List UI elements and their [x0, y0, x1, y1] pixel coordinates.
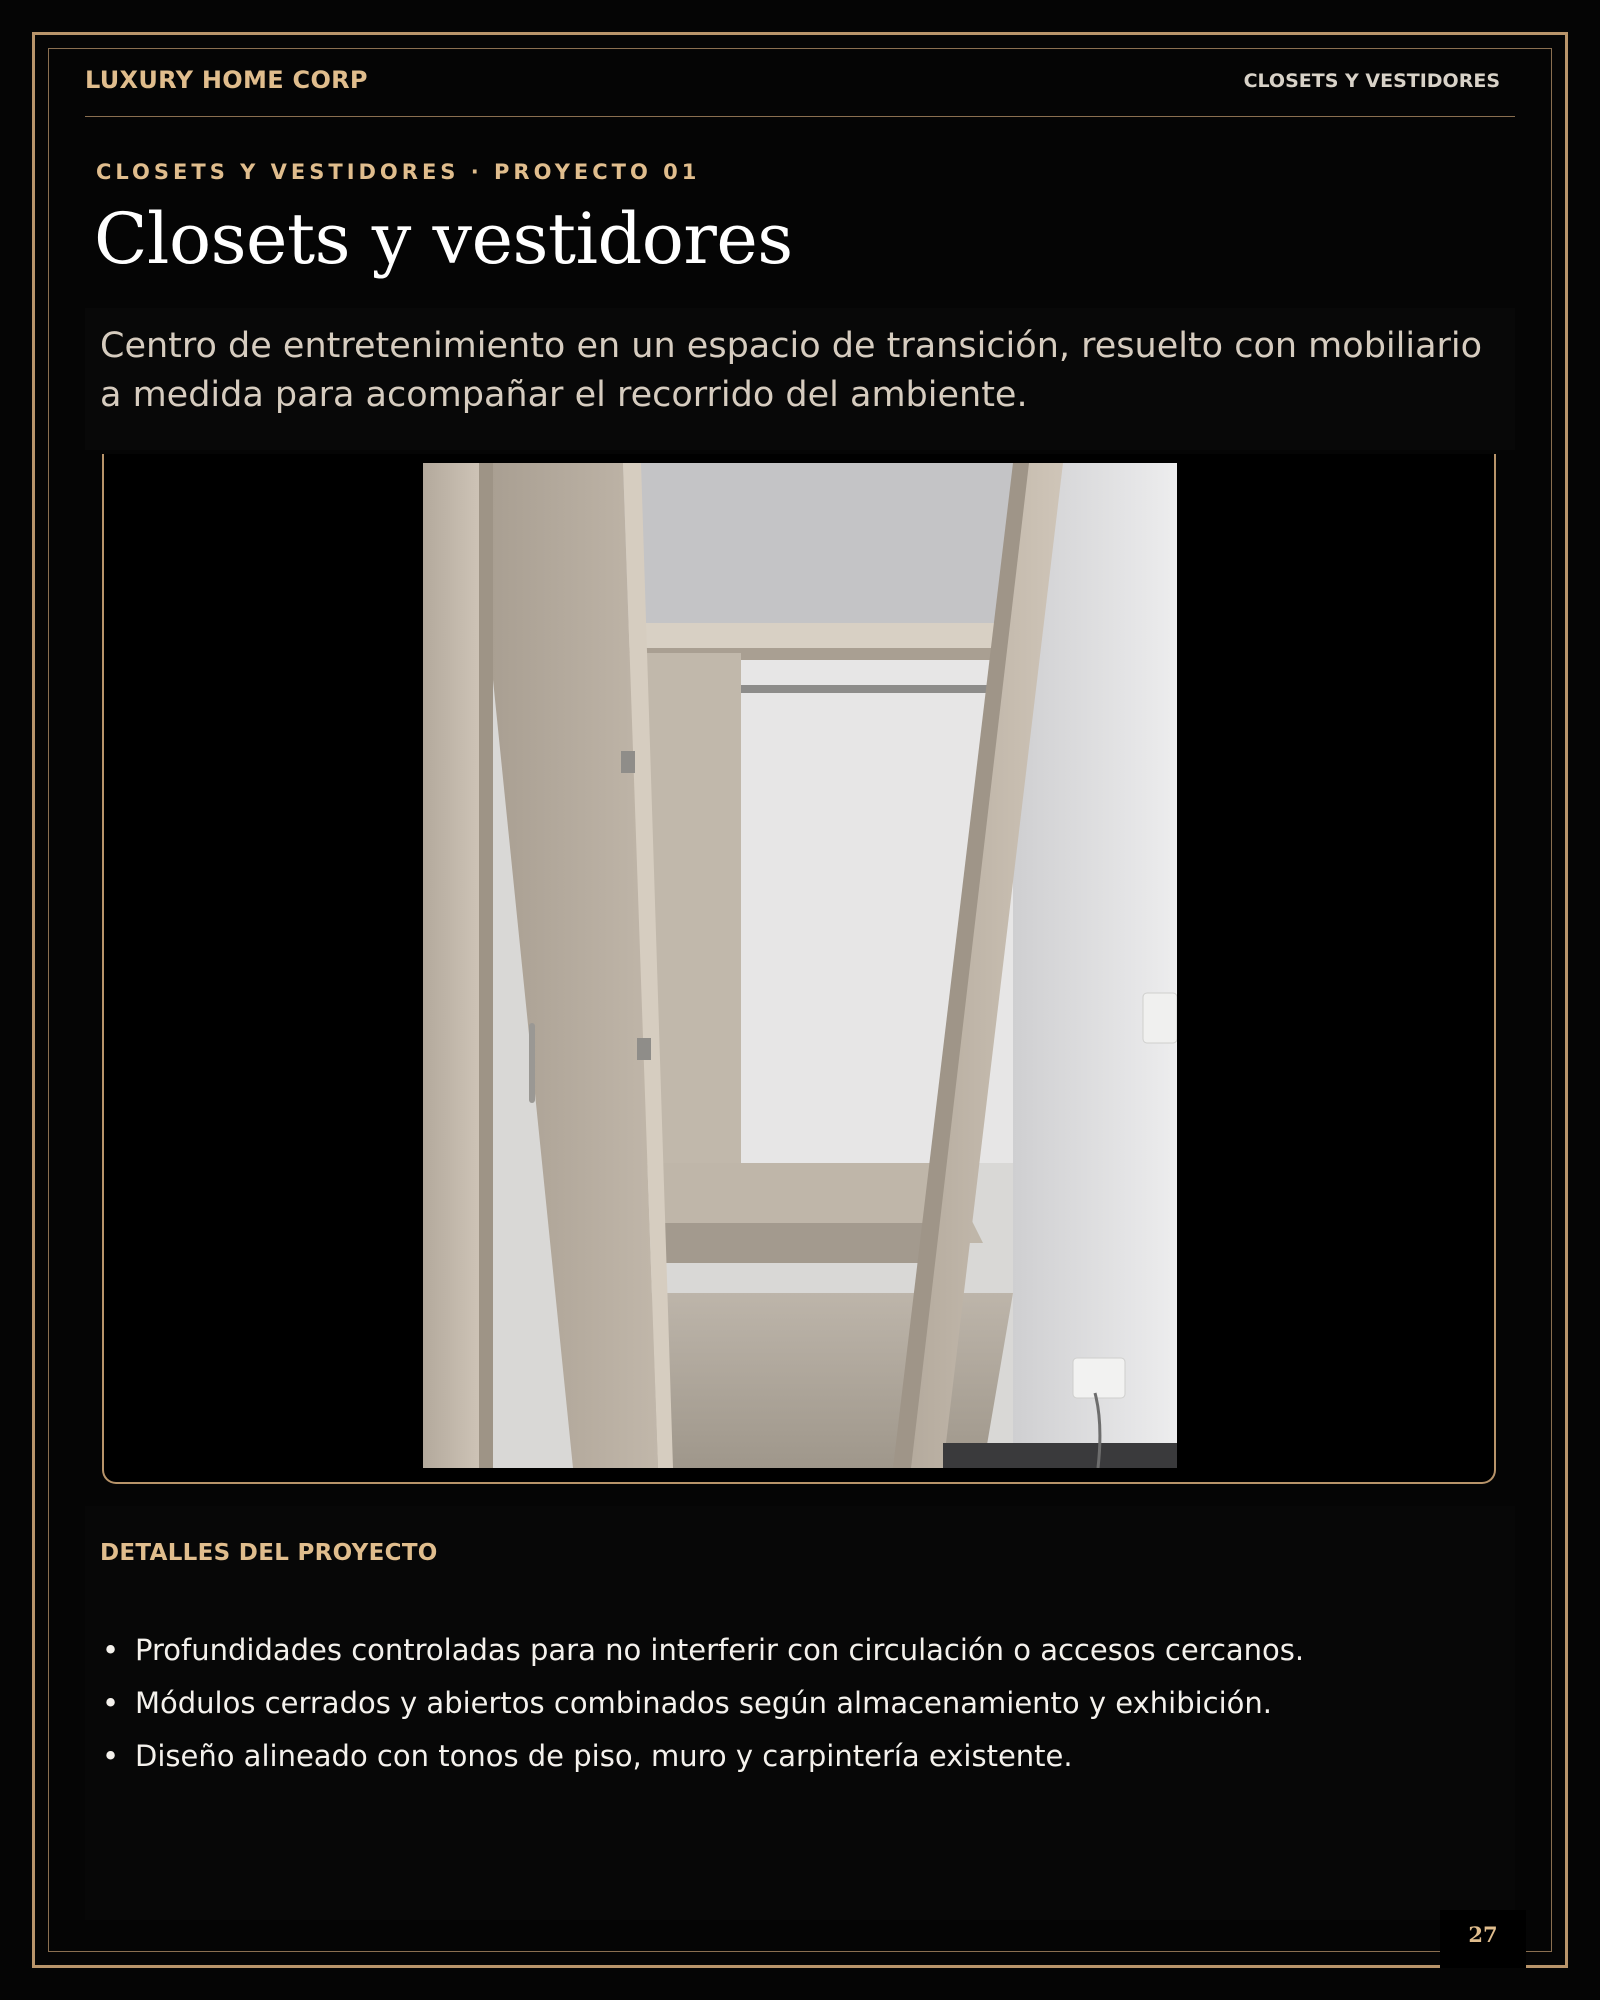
details-list	[100, 1624, 1304, 1783]
page-number: 27	[1468, 1922, 1498, 1947]
list-item: • Diseño alineado con tonos de piso, muro y carpintería existente.	[100, 1730, 1304, 1783]
details-heading: DETALLES DEL PROYECTO	[100, 1540, 438, 1566]
list-item: • Módulos cerrados y abiertos combinados según almacenamiento y exhibición.	[100, 1677, 1304, 1730]
list-item: • Profundidades controladas para no interferir con circulación o accesos cercanos.	[100, 1624, 1304, 1677]
page-header	[85, 62, 1515, 117]
brand-name: LUXURY HOME CORP	[85, 66, 368, 94]
project-eyebrow: CLOSETS Y VESTIDORES · PROYECTO 01	[96, 160, 701, 184]
section-label: CLOSETS Y VESTIDORES	[1243, 70, 1500, 92]
closet-photo	[423, 463, 1177, 1468]
page-title: Closets y vestidores	[94, 198, 793, 280]
intro-text: Centro de entretenimiento en un espacio de transición, resuelto con mobiliario a medida para acompañar el recorrido del ambiente.	[100, 326, 1483, 415]
